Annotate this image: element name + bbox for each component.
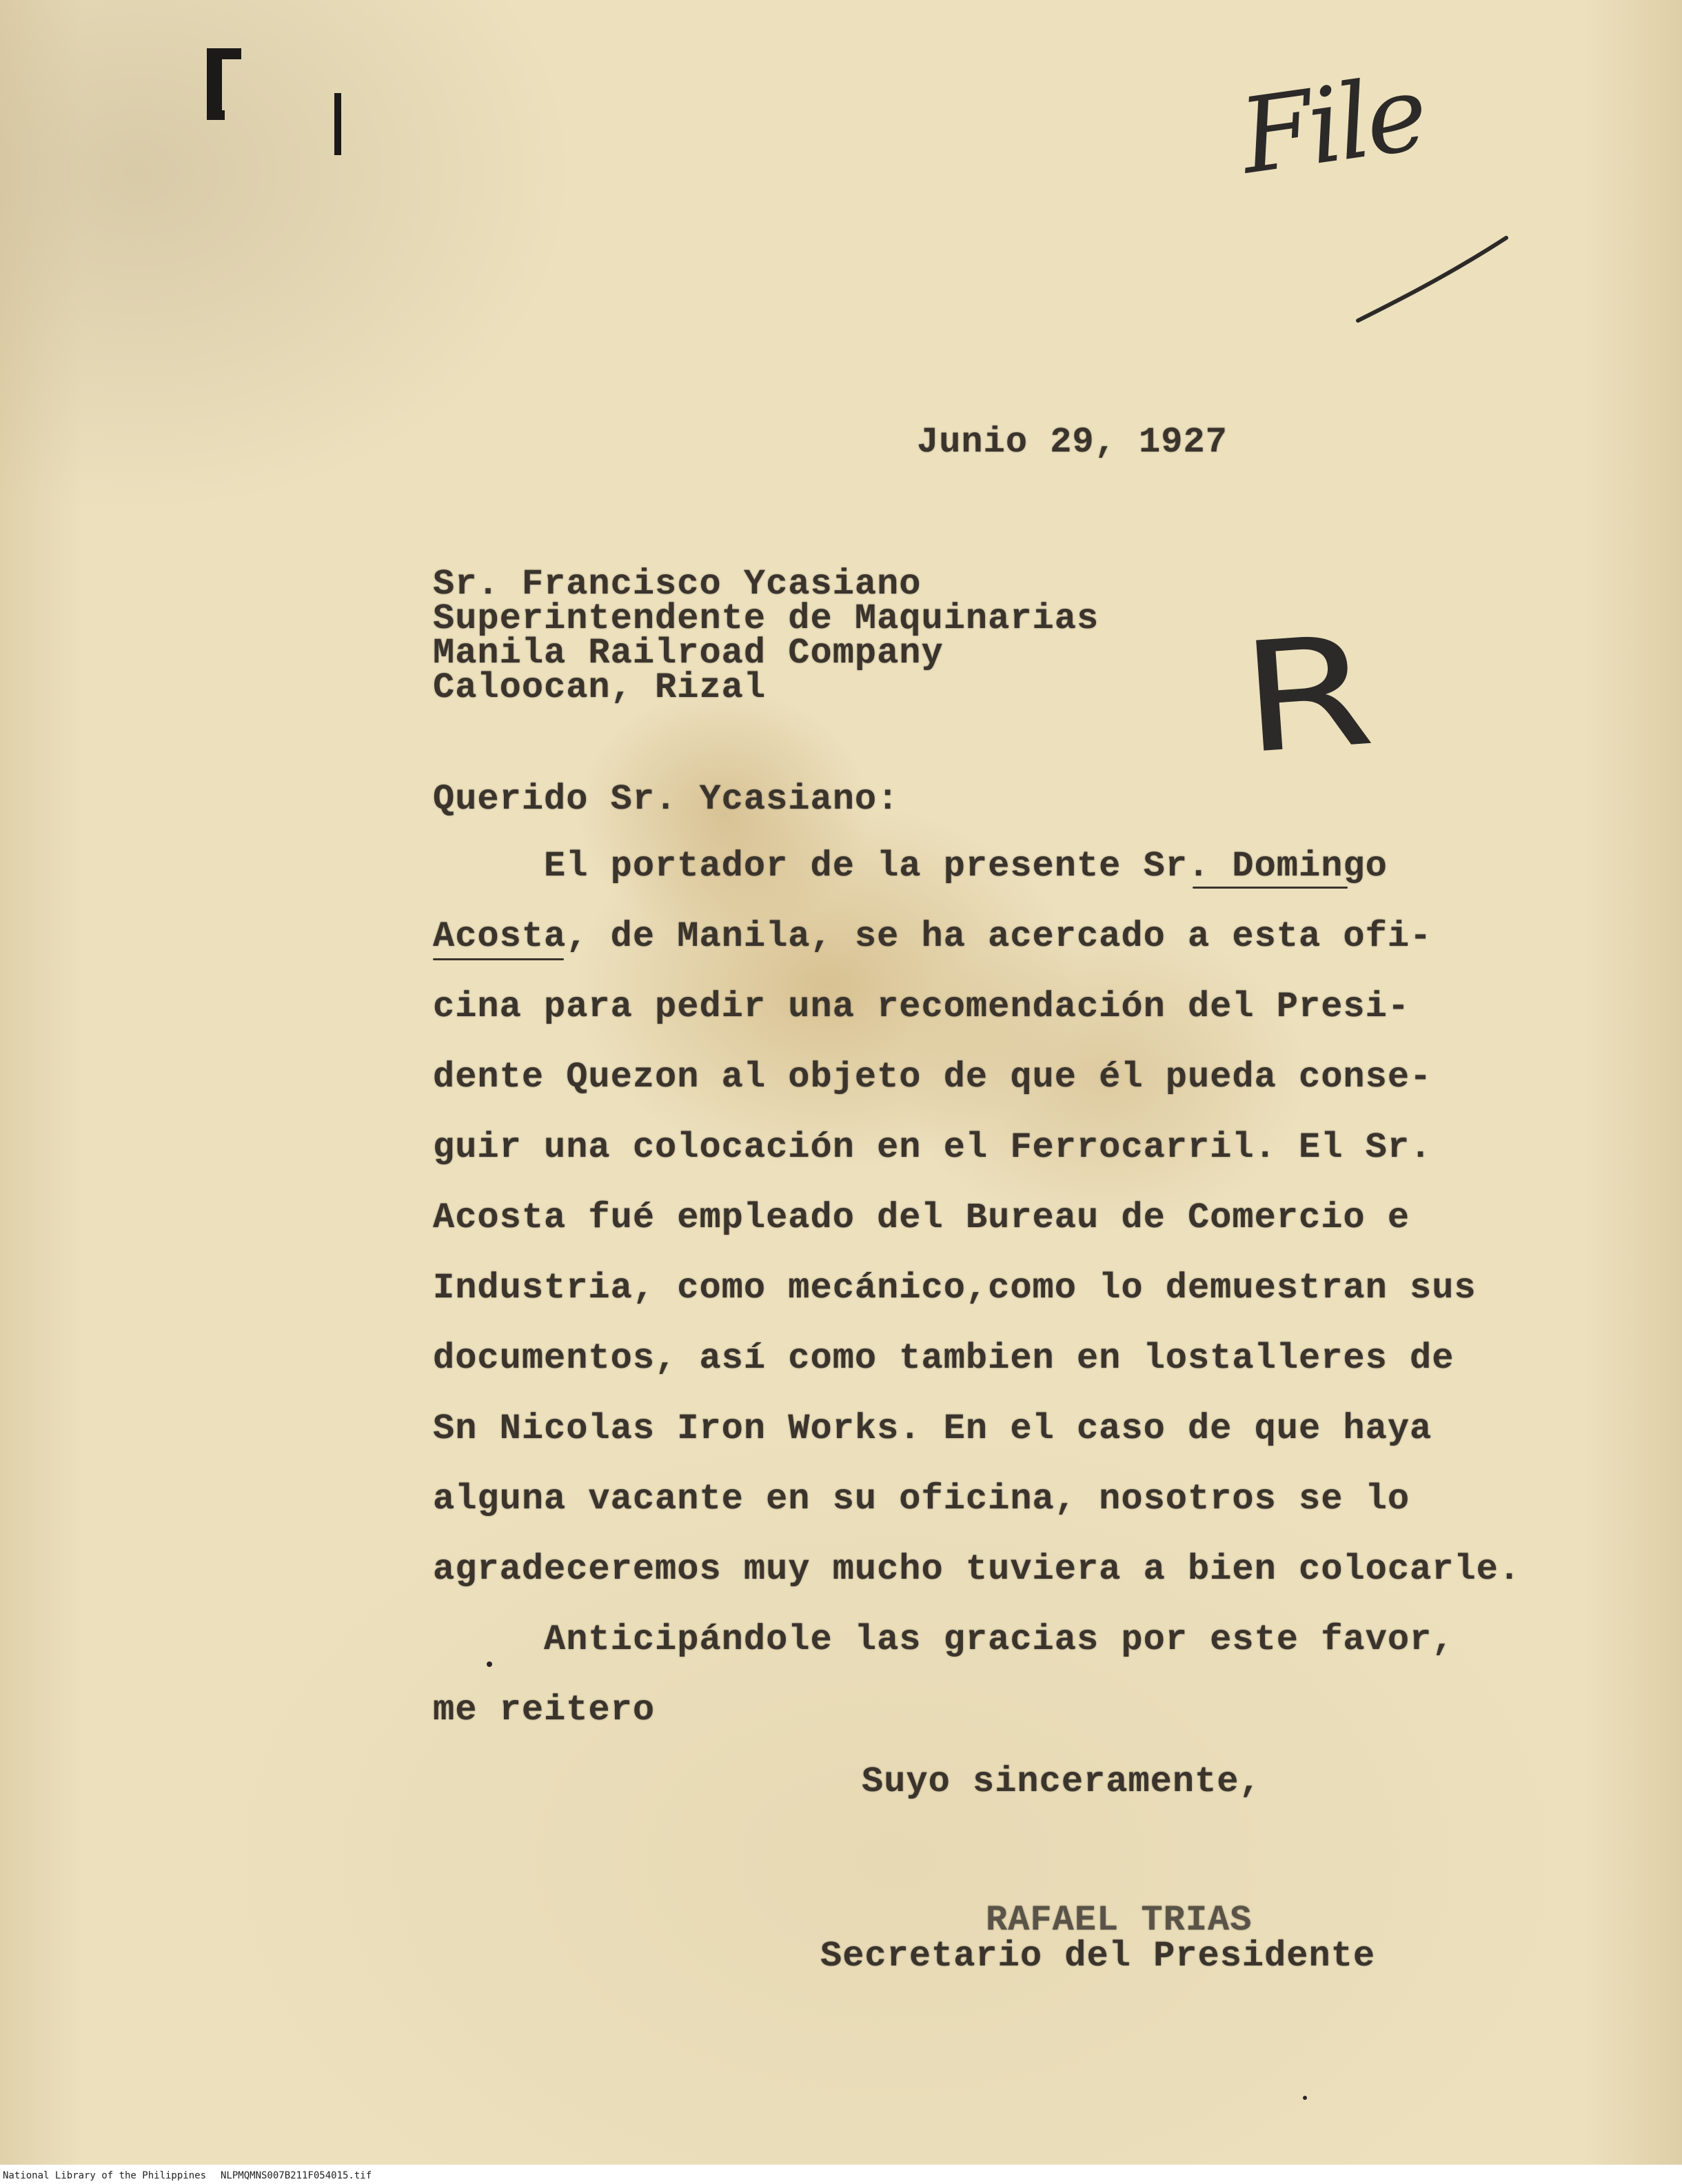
- closing-line: Anticipándole las gracias por este favor,: [433, 1619, 1455, 1660]
- handwritten-r-mark: R: [1235, 602, 1379, 788]
- ink-speck: [1303, 2096, 1307, 2100]
- body-line: El portador de la presente Sr. Domingo: [433, 846, 1388, 887]
- letter-date: Junio 29, 1927: [917, 422, 1228, 463]
- footer-source: National Library of the Philippines: [3, 2170, 207, 2181]
- footer-filename: NLPMQMNS007B211F054015.tif: [221, 2170, 372, 2181]
- addressee-line: Caloocan, Rizal: [433, 667, 767, 708]
- name-underline: [1193, 887, 1348, 889]
- signer-title: Secretario del Presidente: [820, 1936, 1376, 1976]
- body-line: alguna vacante en su oficina, nosotros se lo: [433, 1479, 1410, 1519]
- handwritten-file-note: File: [1233, 53, 1431, 198]
- body-line: Sn Nicolas Iron Works. En el caso de que haya: [433, 1408, 1432, 1449]
- body-line: cina para pedir una recomendación del Presi-: [433, 987, 1410, 1027]
- body-line: Acosta fué empleado del Bureau de Comercio e: [433, 1197, 1410, 1238]
- body-line: documentos, así como tambien en lostalleres de: [433, 1338, 1455, 1379]
- pen-stroke-icon: [1351, 228, 1517, 331]
- addressee-line: Sr. Francisco Ycasiano: [433, 564, 922, 605]
- body-line: dente Quezon al objeto de que él pueda conse-: [433, 1057, 1432, 1098]
- signer-name: RAFAEL TRIAS: [986, 1900, 1253, 1941]
- ink-speck: [487, 1661, 492, 1667]
- valediction: Suyo sinceramente,: [862, 1761, 1262, 1802]
- body-line: guir una colocación en el Ferrocarril. El Sr.: [433, 1127, 1432, 1168]
- body-line: Industria, como mecánico,como lo demuestran sus: [433, 1268, 1477, 1308]
- addressee-line: Manila Railroad Company: [433, 633, 944, 674]
- closing-line: me reitero: [433, 1690, 656, 1730]
- body-line: Acosta, de Manila, se ha acercado a esta ofi-: [433, 916, 1432, 957]
- addressee-line: Superintendente de Maquinarias: [433, 598, 1100, 639]
- name-underline: [433, 958, 564, 960]
- staple-mark-icon: [193, 41, 358, 159]
- body-line: agradeceremos muy mucho tuviera a bien colocarle.: [433, 1549, 1521, 1590]
- salutation: Querido Sr. Ycasiano:: [433, 779, 900, 820]
